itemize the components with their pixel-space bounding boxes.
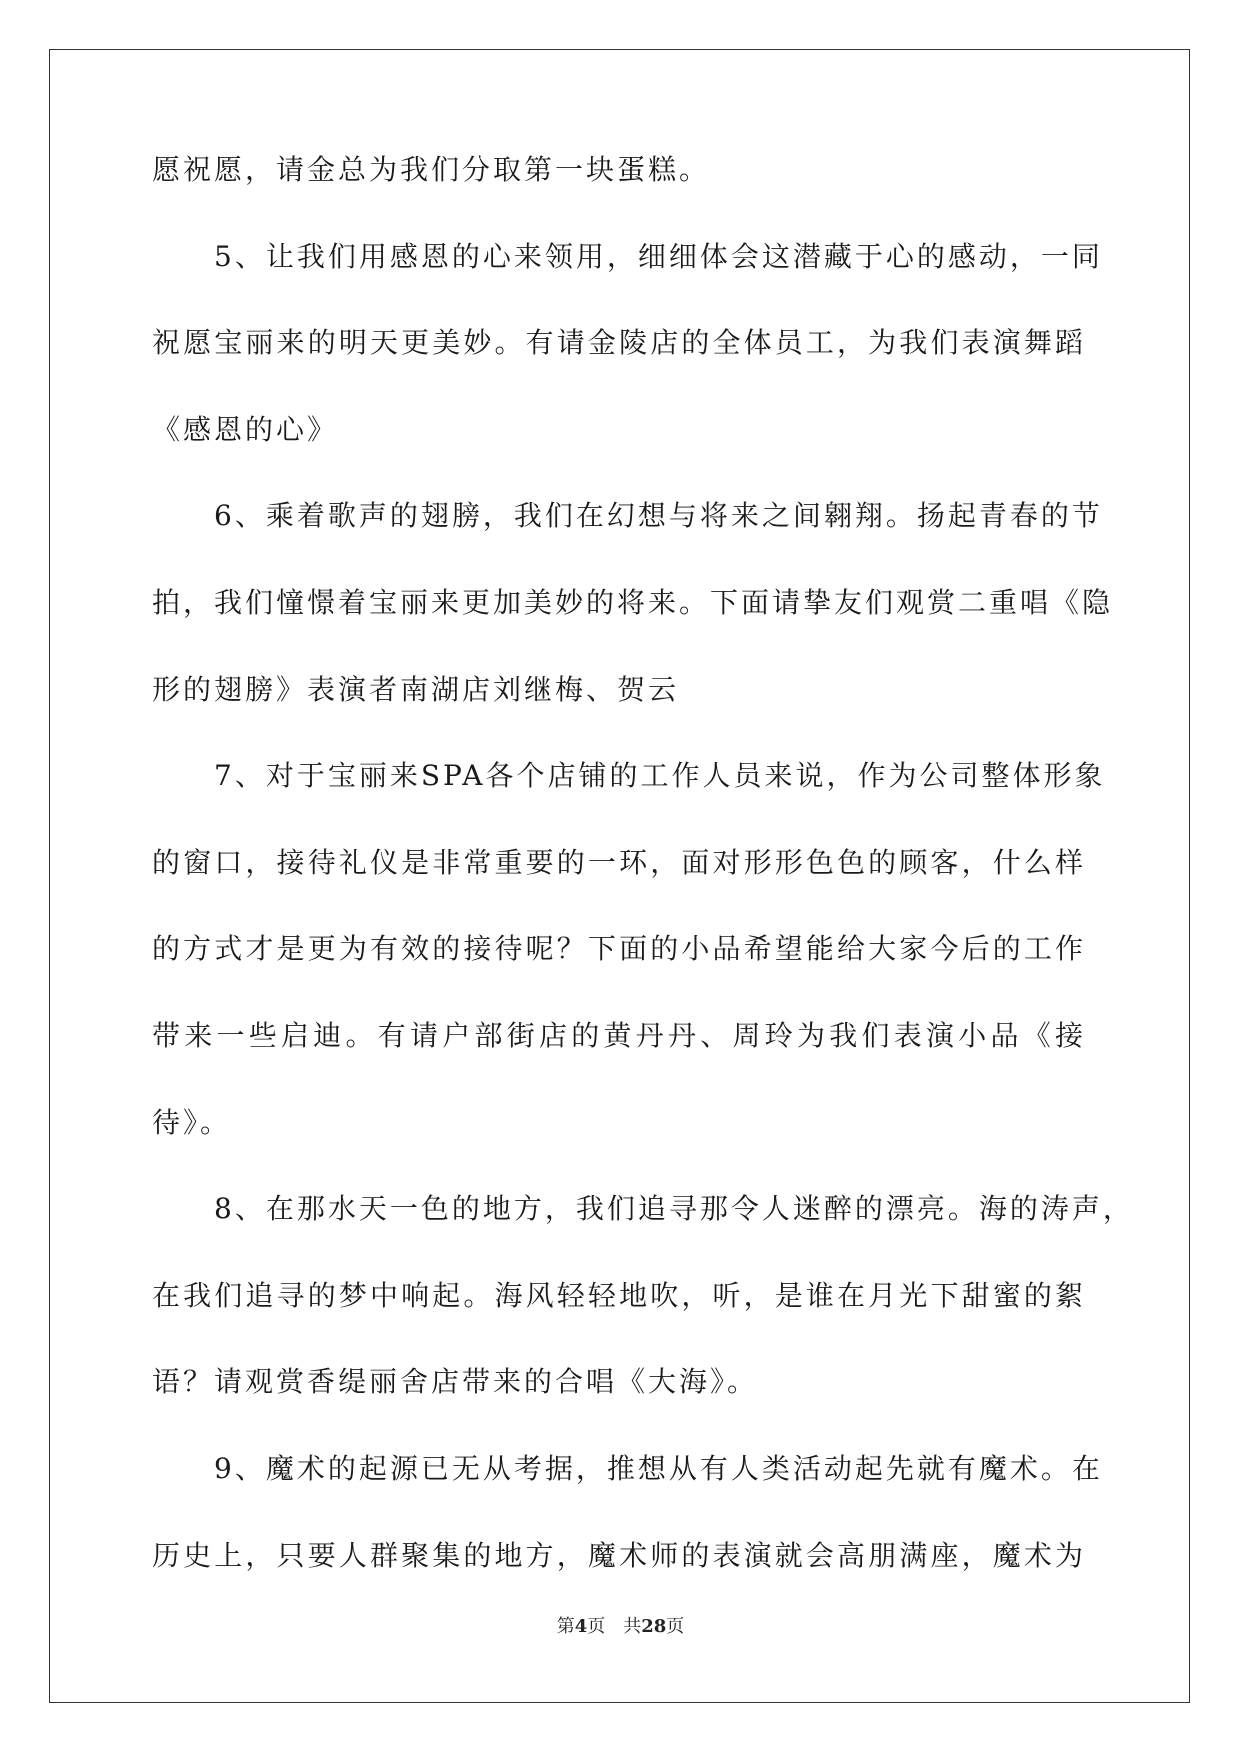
line-text: 7、对于宝丽来SPA各个店铺的工作人员来说，作为公司整体形象 bbox=[214, 759, 1106, 793]
text-line bbox=[152, 1449, 1103, 1536]
text-line bbox=[152, 323, 1086, 410]
text-line bbox=[152, 410, 1086, 497]
line-text: 祝愿宝丽来的明天更美妙。有请金陵店的全体员工，为我们表演舞蹈 bbox=[152, 326, 1086, 360]
text-line bbox=[152, 929, 1086, 1016]
line-text: 5、让我们用感恩的心来领用，细细体会这潜藏于心的感动，一同 bbox=[214, 239, 1103, 273]
text-line bbox=[152, 1362, 1086, 1449]
line-text: 拍，我们憧憬着宝丽来更加美妙的将来。下面请挚友们观赏二重唱《隐 bbox=[152, 585, 1114, 619]
line-text: 愿祝愿，请金总为我们分取第一块蛋糕。 bbox=[152, 153, 711, 186]
text-line bbox=[152, 1276, 1086, 1363]
text-line bbox=[152, 496, 1103, 583]
text-line bbox=[152, 756, 1106, 843]
footer-total-unit: 页 bbox=[666, 1616, 685, 1637]
text-line bbox=[152, 843, 1086, 930]
text-line bbox=[152, 1536, 1086, 1623]
line-text: 的方式才是更为有效的接待呢？下面的小品希望能给大家今后的工作 bbox=[152, 932, 1086, 966]
text-line bbox=[152, 150, 1086, 237]
line-text: 待》。 bbox=[152, 1105, 232, 1139]
line-text: 在我们追寻的梦中响起。海风轻轻地吹，听，是谁在月光下甜蜜的絮 bbox=[152, 1278, 1086, 1312]
footer-page-unit: 页 bbox=[587, 1616, 606, 1637]
page-footer bbox=[0, 1612, 1241, 1638]
text-line bbox=[152, 1016, 1086, 1103]
line-text: 8、在那水天一色的地方，我们追寻那令人迷醉的漂亮。海的涛声， bbox=[214, 1192, 1134, 1226]
line-text: 形的翅膀》表演者南湖店刘继梅、贺云 bbox=[152, 672, 680, 706]
footer-total-prefix: 共 bbox=[623, 1616, 642, 1637]
line-text: 带来一些启迪。有请户部街店的黄丹丹、周玲为我们表演小品《接 bbox=[152, 1018, 1086, 1052]
line-text: 语？请观赏香缇丽舍店带来的合唱《大海》。 bbox=[152, 1365, 759, 1399]
page-number: 4 bbox=[574, 1616, 588, 1637]
text-line bbox=[152, 583, 1114, 670]
line-text: 9、魔术的起源已无从考据，推想从有人类活动起先就有魔术。在 bbox=[214, 1451, 1103, 1485]
footer-prefix: 第 bbox=[556, 1616, 575, 1637]
text-line bbox=[152, 1189, 1134, 1276]
line-text: 历史上，只要人群聚集的地方，魔术师的表演就会高朋满座，魔术为 bbox=[152, 1538, 1086, 1572]
document-body bbox=[152, 150, 1134, 1622]
text-line bbox=[152, 237, 1103, 324]
total-pages: 28 bbox=[641, 1616, 667, 1637]
line-text: 6、乘着歌声的翅膀，我们在幻想与将来之间翱翔。扬起青春的节 bbox=[214, 499, 1103, 533]
line-text: 《感恩的心》 bbox=[152, 412, 339, 446]
line-text: 的窗口，接待礼仪是非常重要的一环，面对形形色色的顾客，什么样 bbox=[152, 845, 1086, 879]
text-line bbox=[152, 1103, 1086, 1190]
text-line bbox=[152, 670, 1086, 757]
